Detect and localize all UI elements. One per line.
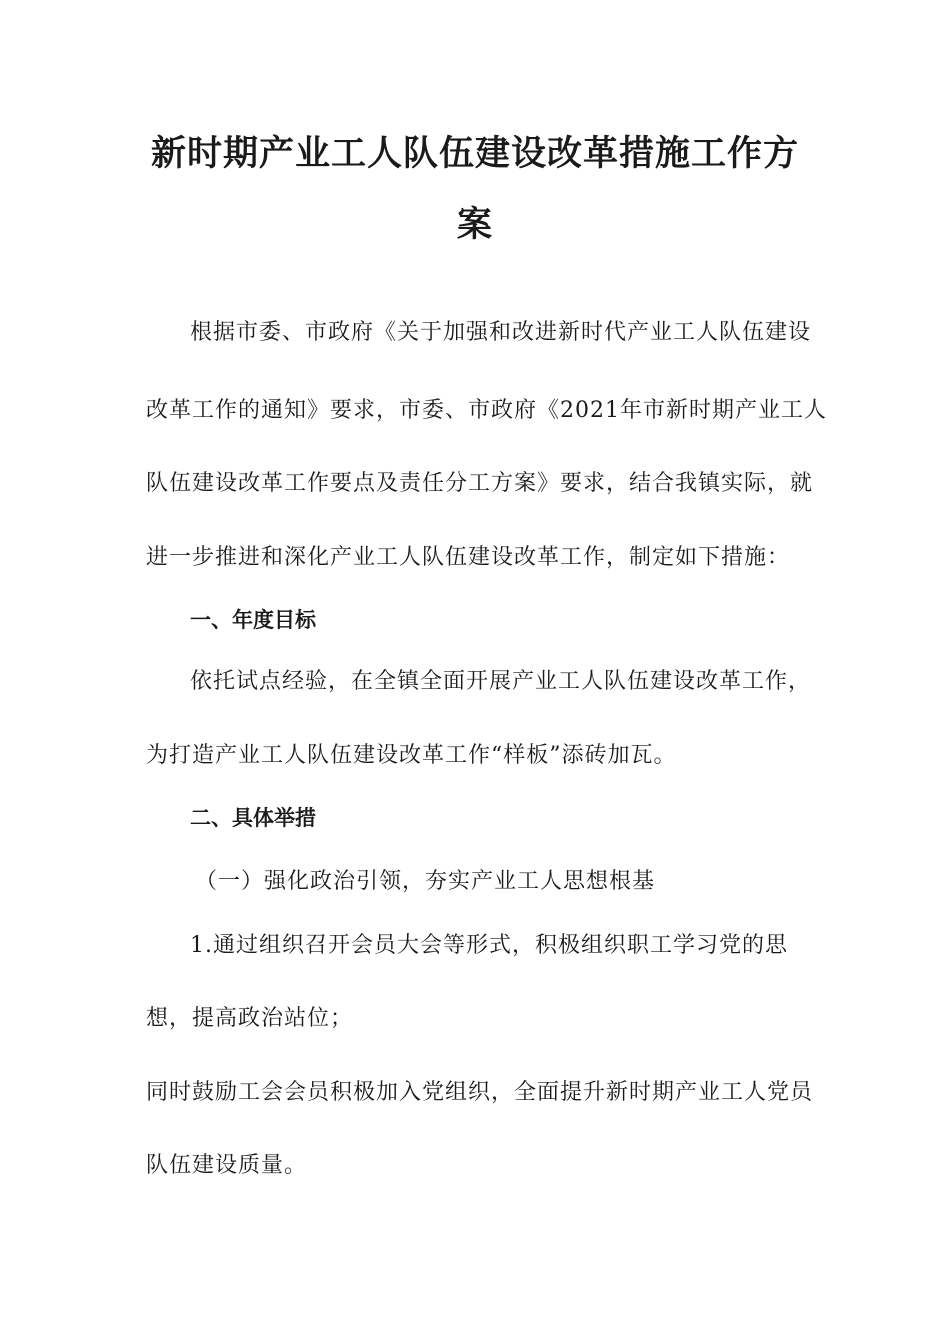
section-2-subheading: （一）强化政治引领，夯实产业工人思想根基 bbox=[195, 869, 656, 894]
section-1-heading: 一、年度目标 bbox=[190, 608, 316, 632]
intro-line-2: 改革工作的通知》要求，市委、市政府《2021年市新时期产业工人 bbox=[146, 398, 827, 423]
extra-line-1: 同时鼓励工会会员积极加入党组织，全面提升新时期产业工人党员 bbox=[146, 1080, 814, 1105]
intro-line-3: 队伍建设改革工作要点及责任分工方案》要求，结合我镇实际，就 bbox=[146, 471, 814, 496]
section-2-heading: 二、具体举措 bbox=[190, 806, 316, 830]
section-1-line-1: 依托试点经验，在全镇全面开展产业工人队伍建设改革工作， bbox=[190, 669, 812, 694]
extra-line-2: 队伍建设质量。 bbox=[146, 1153, 308, 1178]
intro-line-1: 根据市委、市政府《关于加强和改进新时代产业工人队伍建设 bbox=[190, 320, 812, 345]
document-title-line-1: 新时期产业工人队伍建设改革措施工作方 bbox=[150, 134, 799, 174]
item-1-line-1: 1.通过组织召开会员大会等形式，积极组织职工学习党的思 bbox=[190, 933, 788, 958]
section-1-line-2: 为打造产业工人队伍建设改革工作“样板”添砖加瓦。 bbox=[146, 743, 677, 768]
intro-line-4: 进一步推进和深化产业工人队伍建设改革工作，制定如下措施： bbox=[146, 545, 791, 570]
document-title-line-2: 案 bbox=[456, 205, 493, 245]
item-1-line-2: 想，提高政治站位； bbox=[146, 1006, 354, 1031]
